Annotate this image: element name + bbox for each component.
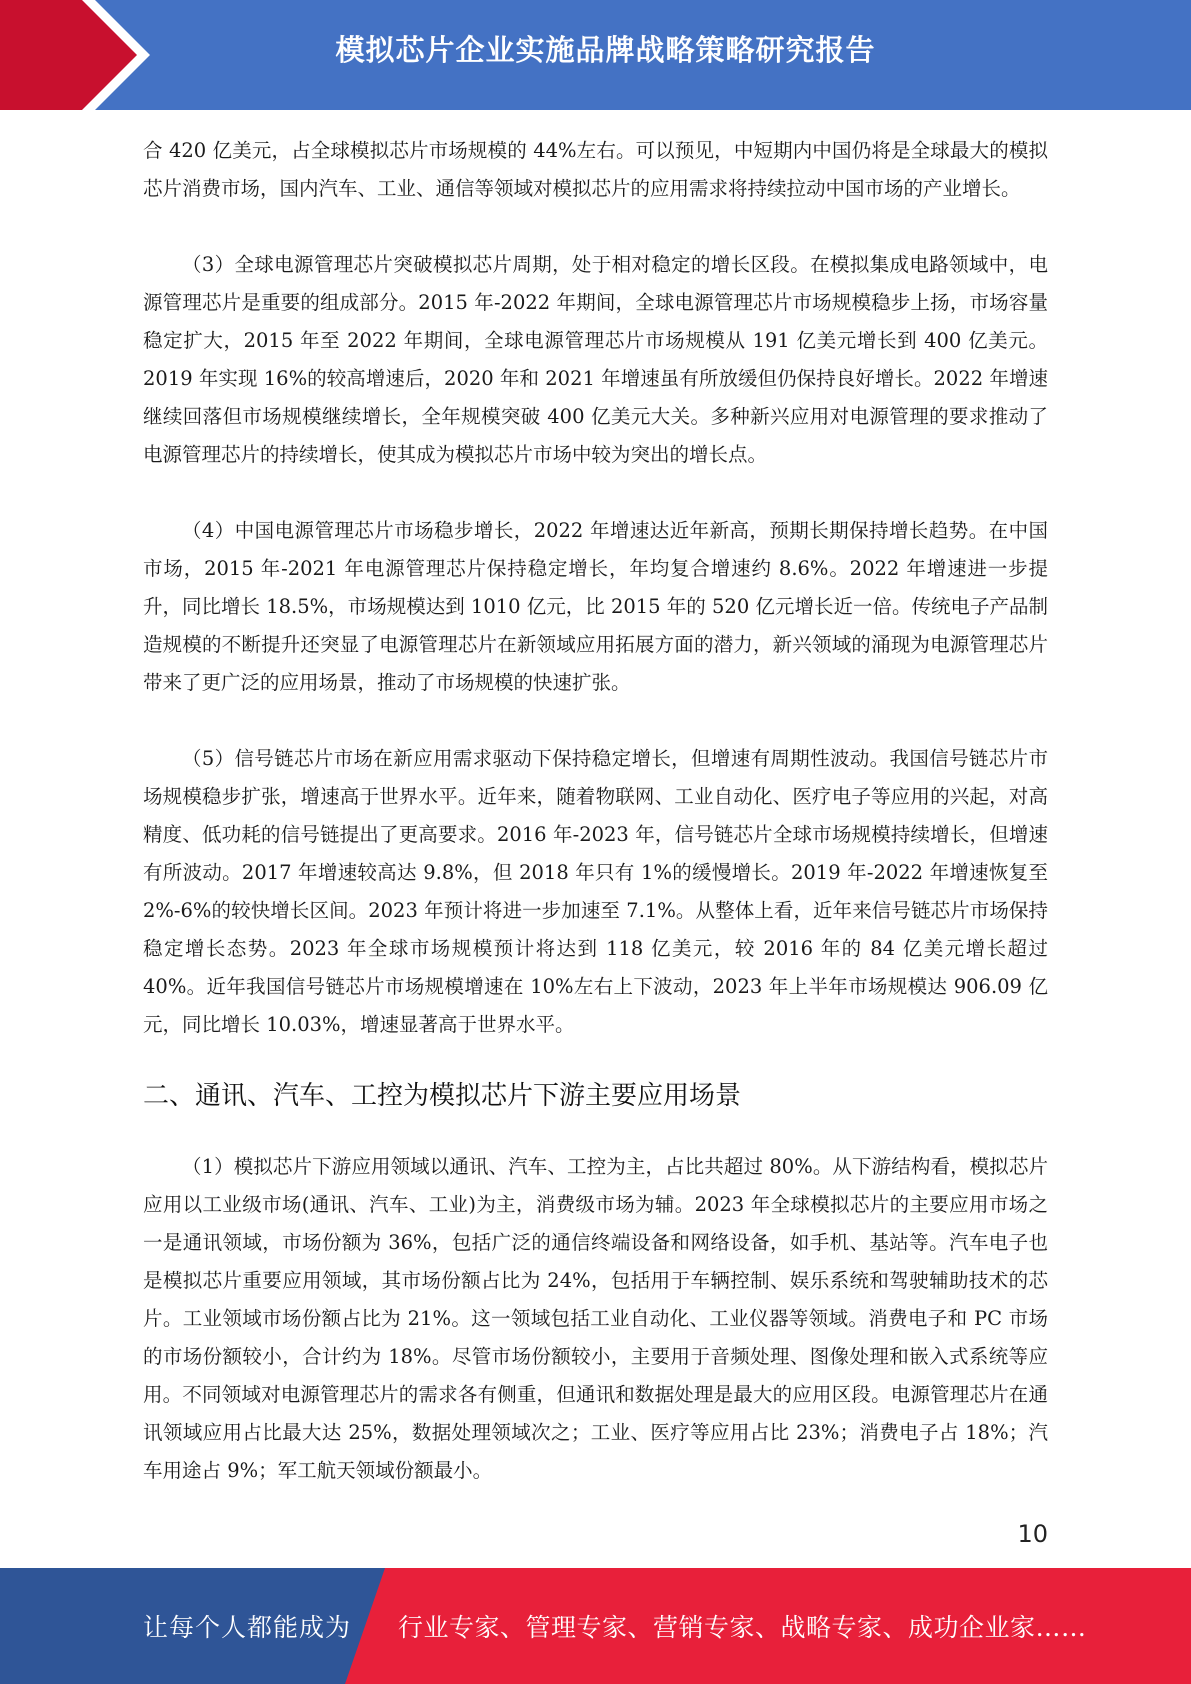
footer-slogan-right: 行业专家、管理专家、营销专家、战略专家、成功企业家……: [398, 1613, 1087, 1642]
document-title: 模拟芯片企业实施品牌战略策略研究报告: [335, 33, 876, 67]
paragraph-intro: 合 420 亿美元，占全球模拟芯片市场规模的 44%左右。可以预见，中短期内中国仍将是全球最大的模拟芯片消费市场，国内汽车、工业、通信等领域对模拟芯片的应用需求将持续拉动中国市场的产业增长。: [143, 139, 1048, 200]
footer-banner: [0, 1568, 1191, 1684]
paragraph-signal-chain: （5）信号链芯片市场在新应用需求驱动下保持稳定增长，但增速有周期性波动。我国信号链芯片市场规模稳步扩张，增速高于世界水平。近年来，随着物联网、工业自动化、医疗电子等应用的兴起，对高精度、低功耗的信号链提出了更高要求。2016 年-2023 年，信号链芯片全球市场规模持续增长，但增速有所波动。2017 年增速较高达 9.8%，但 2018 年只有 1%的缓慢增长。2019 年-2022 年增速恢复至 2%-6%的较快增长区间。2023 年预计将进一步加速至 7.1%。从整体上看，近年来信号链芯片市场保持稳定增长态势。2023 年全球市场规模预计将达到 118 亿美元，较 2016 年的 84 亿美元增长超过 40%。近年我国信号链芯片市场规模增速在 10%左右上下波动，2023 年上半年市场规模达 906.09 亿元，同比增长 10.03%，增速显著高于世界水平。: [143, 747, 1048, 1036]
section-heading: 二、通讯、汽车、工控为模拟芯片下游主要应用场景: [143, 1081, 742, 1111]
paragraph-power-management-china: （4）中国电源管理芯片市场稳步增长，2022 年增速达近年新高，预期长期保持增长趋势。在中国市场，2015 年-2021 年电源管理芯片保持稳定增长，年均复合增速约 8.6%。2022 年增速进一步提升，同比增长 18.5%，市场规模达到 1010 亿元，比 2015 年的 520 亿元增长近一倍。传统电子产品制造规模的不断提升还突显了电源管理芯片在新领域应用拓展方面的潜力，新兴领域的涌现为电源管理芯片带来了更广泛的应用场景，推动了市场规模的快速扩张。: [143, 519, 1048, 694]
footer-slogan-left: 让每个人都能成为: [143, 1613, 352, 1642]
header-banner: [0, 0, 1191, 110]
paragraph-downstream-applications: （1）模拟芯片下游应用领域以通讯、汽车、工控为主，占比共超过 80%。从下游结构看，模拟芯片应用以工业级市场(通讯、汽车、工业)为主，消费级市场为辅。2023 年全球模拟芯片的主要应用市场之一是通讯领域，市场份额为 36%，包括广泛的通信终端设备和网络设备，如手机、基站等。汽车电子也是模拟芯片重要应用领域，其市场份额占比为 24%，包括用于车辆控制、娱乐系统和驾驶辅助技术的芯片。工业领域市场份额占比为 21%。这一领域包括工业自动化、工业仪器等领域。消费电子和 PC 市场的市场份额较小，合计约为 18%。尽管市场份额较小，主要用于音频处理、图像处理和嵌入式系统等应用。不同领域对电源管理芯片的需求各有侧重，但通讯和数据处理是最大的应用区段。电源管理芯片在通讯领域应用占比最大达 25%，数据处理领域次之；工业、医疗等应用占比 23%；消费电子占 18%；汽车用途占 9%；军工航天领域份额最小。: [143, 1155, 1048, 1482]
paragraph-power-management-global: （3）全球电源管理芯片突破模拟芯片周期，处于相对稳定的增长区段。在模拟集成电路领域中，电源管理芯片是重要的组成部分。2015 年-2022 年期间，全球电源管理芯片市场规模稳步上扬，市场容量稳定扩大，2015 年至 2022 年期间，全球电源管理芯片市场规模从 191 亿美元增长到 400 亿美元。2019 年实现 16%的较高增速后，2020 年和 2021 年增速虽有所放缓但仍保持良好增长。2022 年增速继续回落但市场规模继续增长，全年规模突破 400 亿美元大关。多种新兴应用对电源管理的要求推动了电源管理芯片的持续增长，使其成为模拟芯片市场中较为突出的增长点。: [143, 253, 1048, 466]
document-body: [143, 132, 1048, 1490]
page-number: 10: [1017, 1520, 1048, 1548]
